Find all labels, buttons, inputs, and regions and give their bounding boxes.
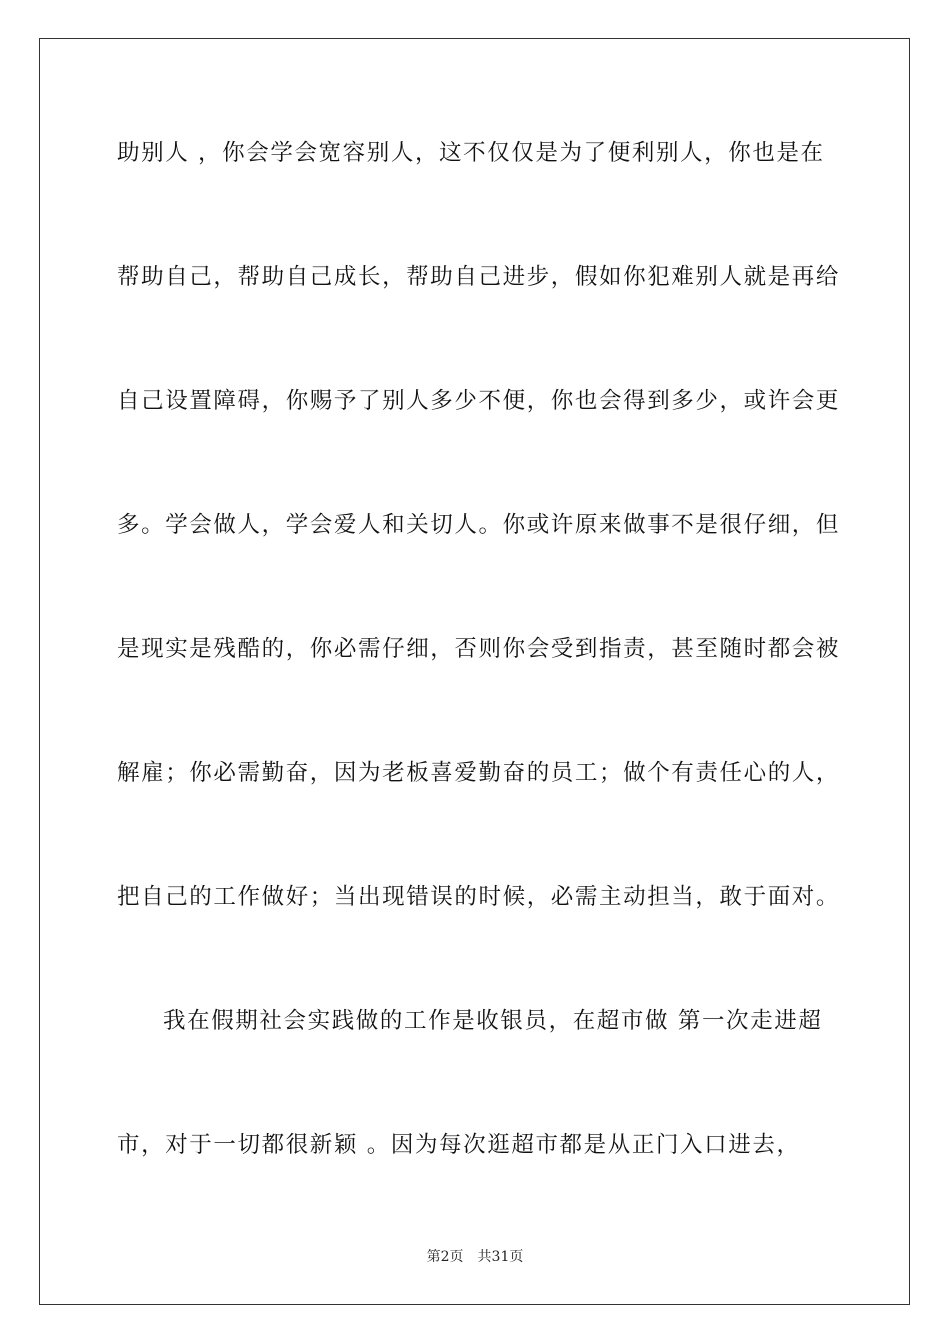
page-frame bbox=[39, 38, 910, 1305]
page-number: 第2页 bbox=[426, 1249, 464, 1265]
text-line: 把自己的工作做好；当出现错误的时候，必需主动担当，敢于面对。 bbox=[117, 884, 841, 910]
text-line: 市，对于一切都很新颖 。因为每次逛超市都是从正门入口进去， bbox=[117, 1132, 801, 1158]
page-footer bbox=[0, 1248, 950, 1266]
text-line: 帮助自己，帮助自己成长，帮助自己进步，假如你犯难别人就是再给 bbox=[117, 264, 841, 290]
page-total: 共31页 bbox=[477, 1249, 524, 1265]
text-line: 自己设置障碍，你赐予了别人多少不便，你也会得到多少，或许会更 bbox=[117, 388, 841, 414]
text-line-paragraph-start: 我在假期社会实践做的工作是收银员，在超市做 第一次走进超 bbox=[163, 1008, 823, 1034]
text-line: 解雇；你必需勤奋，因为老板喜爱勤奋的员工；做个有责任心的人， bbox=[117, 760, 841, 786]
text-line: 多。学会做人，学会爱人和关切人。你或许原来做事不是很仔细，但 bbox=[117, 512, 841, 538]
text-line: 是现实是残酷的，你必需仔细，否则你会受到指责，甚至随时都会被 bbox=[117, 636, 841, 662]
text-line: 助别人 ，你会学会宽容别人，这不仅仅是为了便利别人，你也是在 bbox=[117, 140, 825, 166]
